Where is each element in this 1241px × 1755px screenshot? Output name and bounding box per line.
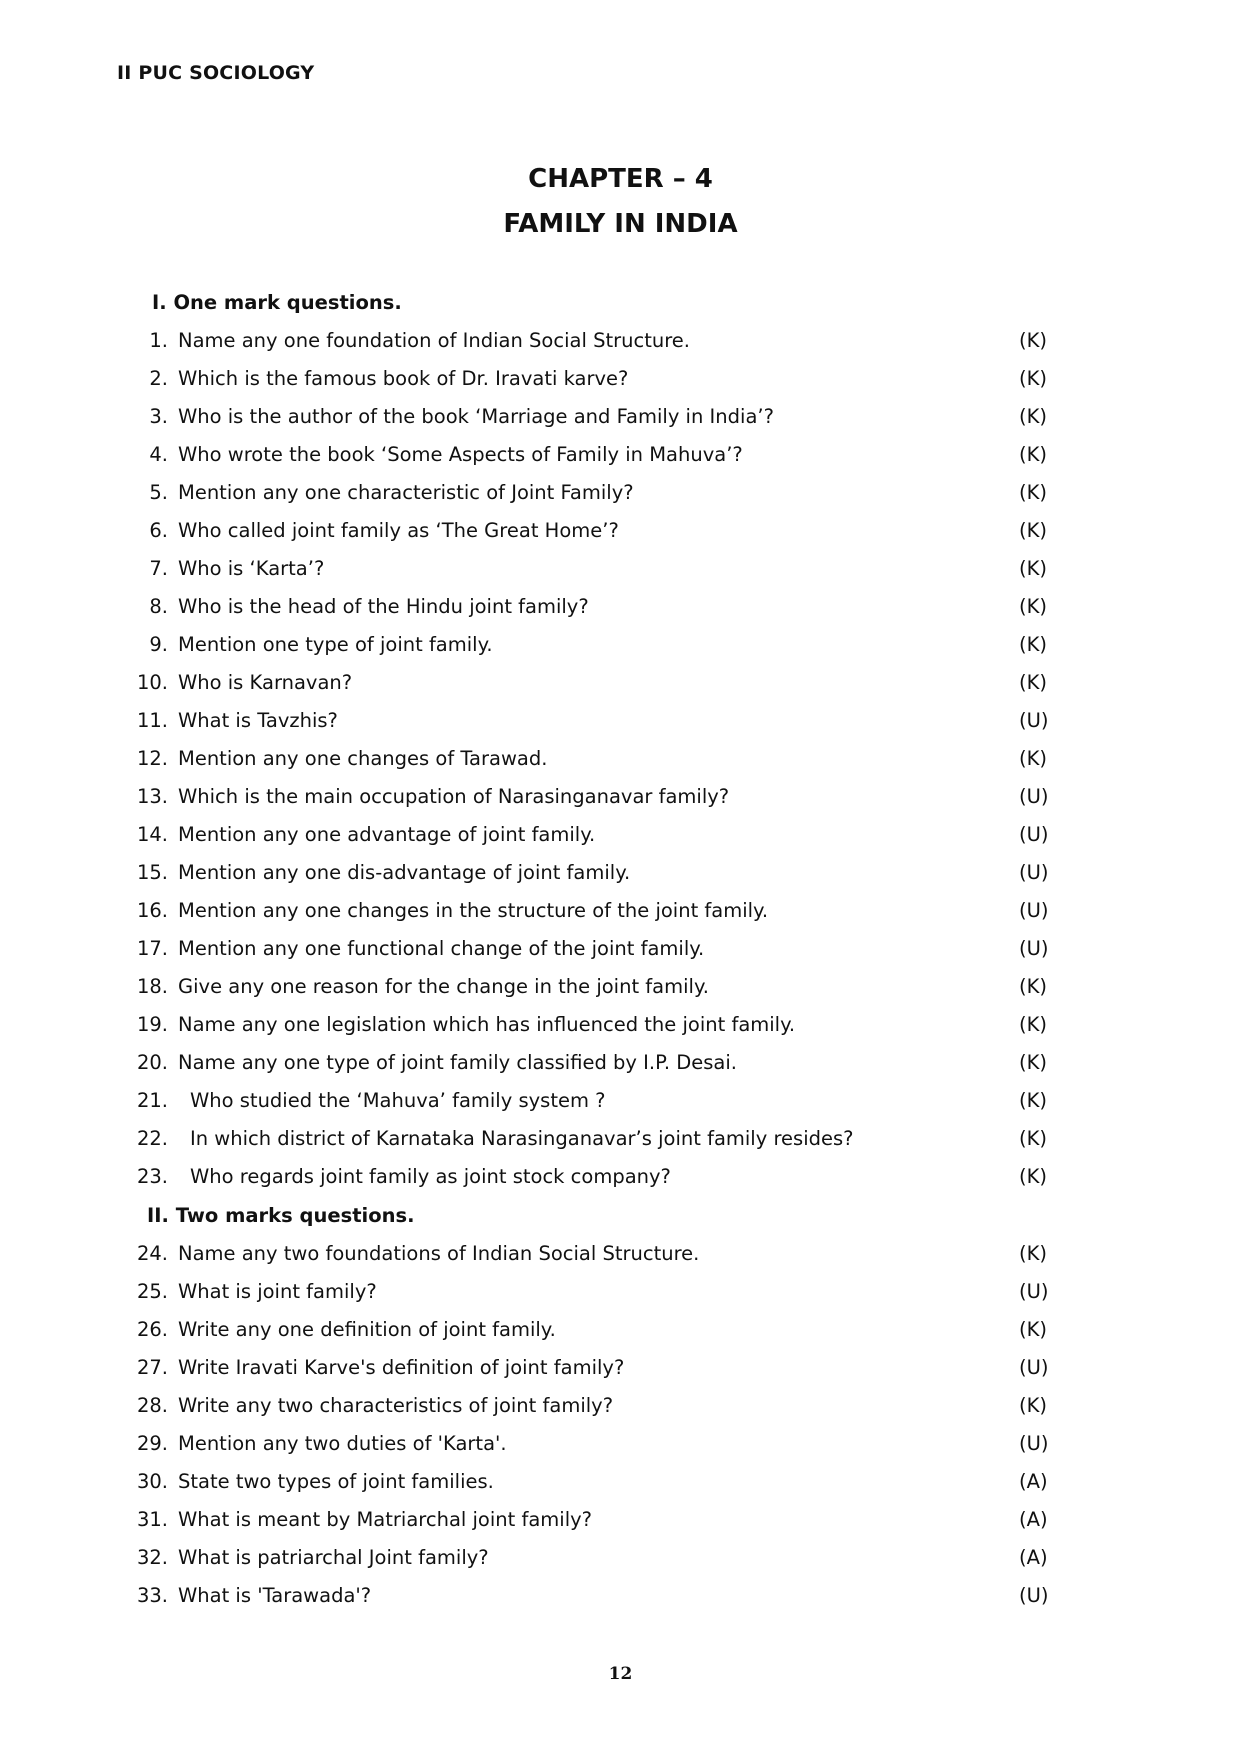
question-number: 6. [149, 519, 168, 542]
question-number: 20. [136, 1051, 168, 1074]
question-text: Who wrote the book ‘Some Aspects of Family in Mahuva’? [178, 443, 743, 466]
question-number: 2. [149, 367, 168, 390]
question-text: Mention any one changes in the structure of the joint family. [178, 899, 769, 922]
question-row [0, 671, 1241, 705]
question-tag: (K) [1019, 519, 1048, 542]
question-row [0, 823, 1241, 857]
question-text: Who is Karnavan? [178, 671, 353, 694]
question-row [0, 1242, 1241, 1276]
question-row [0, 1394, 1241, 1428]
chapter-number: CHAPTER – 4 [528, 164, 713, 194]
question-row [0, 1127, 1241, 1161]
question-number: 8. [149, 595, 168, 618]
question-tag: (U) [1019, 861, 1049, 884]
question-tag: (K) [1019, 481, 1048, 504]
question-number: 13. [136, 785, 168, 808]
question-tag: (U) [1019, 709, 1049, 732]
question-tag: (K) [1019, 1165, 1048, 1188]
question-number: 5. [149, 481, 168, 504]
question-tag: (K) [1019, 1089, 1048, 1112]
question-number: 30. [136, 1470, 168, 1493]
question-tag: (K) [1019, 747, 1048, 770]
question-tag: (K) [1019, 1394, 1048, 1417]
question-number: 19. [136, 1013, 168, 1036]
question-number: 1. [149, 329, 168, 352]
chapter-title: FAMILY IN INDIA [503, 209, 738, 239]
question-number: 27. [136, 1356, 168, 1379]
question-tag: (K) [1019, 557, 1048, 580]
question-row [0, 1280, 1241, 1314]
question-row [0, 519, 1241, 553]
question-tag: (U) [1019, 937, 1049, 960]
question-text: What is joint family? [178, 1280, 377, 1303]
question-number: 15. [136, 861, 168, 884]
question-text: Mention any one functional change of the joint family. [178, 937, 705, 960]
question-tag: (K) [1019, 633, 1048, 656]
question-tag: (U) [1019, 823, 1049, 846]
question-row [0, 329, 1241, 363]
question-row [0, 405, 1241, 439]
question-number: 11. [136, 709, 168, 732]
question-tag: (U) [1019, 1356, 1049, 1379]
question-row [0, 1546, 1241, 1580]
question-row [0, 595, 1241, 629]
question-row [0, 367, 1241, 401]
question-tag: (K) [1019, 595, 1048, 618]
question-row [0, 1318, 1241, 1352]
question-number: 4. [149, 443, 168, 466]
question-row [0, 481, 1241, 515]
question-row [0, 1013, 1241, 1047]
question-row [0, 443, 1241, 477]
section-heading-two-marks: II. Two marks questions. [147, 1204, 415, 1227]
question-number: 12. [136, 747, 168, 770]
question-number: 22. [136, 1127, 168, 1150]
question-number: 18. [136, 975, 168, 998]
question-number: 31. [136, 1508, 168, 1531]
question-text: Write any two characteristics of joint family? [178, 1394, 614, 1417]
question-tag: (K) [1019, 367, 1048, 390]
question-text: Mention any one characteristic of Joint Family? [178, 481, 634, 504]
question-text: Write any one definition of joint family. [178, 1318, 556, 1341]
question-row [0, 1051, 1241, 1085]
question-number: 21. [136, 1089, 168, 1112]
running-header: II PUC SOCIOLOGY [117, 62, 315, 84]
question-number: 17. [136, 937, 168, 960]
question-number: 3. [149, 405, 168, 428]
question-tag: (A) [1019, 1508, 1048, 1531]
question-tag: (K) [1019, 975, 1048, 998]
question-tag: (K) [1019, 1318, 1048, 1341]
page-number: 12 [608, 1664, 633, 1684]
question-text: Which is the main occupation of Narasinganavar family? [178, 785, 730, 808]
question-text: In which district of Karnataka Narasinganavar’s joint family resides? [190, 1127, 854, 1150]
question-tag: (A) [1019, 1546, 1048, 1569]
question-text: What is Tavzhis? [178, 709, 338, 732]
question-number: 7. [149, 557, 168, 580]
question-text: State two types of joint families. [178, 1470, 494, 1493]
question-number: 25. [136, 1280, 168, 1303]
question-row [0, 1165, 1241, 1199]
question-number: 32. [136, 1546, 168, 1569]
question-text: Who is the author of the book ‘Marriage and Family in India’? [178, 405, 774, 428]
question-row [0, 899, 1241, 933]
question-row [0, 1089, 1241, 1123]
question-row [0, 1356, 1241, 1390]
question-tag: (K) [1019, 443, 1048, 466]
question-number: 23. [136, 1165, 168, 1188]
question-row [0, 557, 1241, 591]
question-number: 9. [149, 633, 168, 656]
question-tag: (U) [1019, 1584, 1049, 1607]
question-text: Which is the famous book of Dr. Iravati karve? [178, 367, 629, 390]
question-row [0, 785, 1241, 819]
question-row [0, 1432, 1241, 1466]
question-text: Who is ‘Karta’? [178, 557, 325, 580]
question-number: 24. [136, 1242, 168, 1265]
question-tag: (U) [1019, 899, 1049, 922]
question-text: Mention any two duties of 'Karta'. [178, 1432, 507, 1455]
question-row [0, 709, 1241, 743]
question-text: What is patriarchal Joint family? [178, 1546, 489, 1569]
question-text: Give any one reason for the change in the joint family. [178, 975, 709, 998]
question-text: Who is the head of the Hindu joint family? [178, 595, 589, 618]
question-row [0, 1470, 1241, 1504]
question-number: 29. [136, 1432, 168, 1455]
question-number: 10. [136, 671, 168, 694]
question-number: 28. [136, 1394, 168, 1417]
question-tag: (U) [1019, 1280, 1049, 1303]
question-row [0, 1508, 1241, 1542]
section-heading-one-mark: I. One mark questions. [152, 291, 402, 314]
question-text: Who regards joint family as joint stock company? [190, 1165, 671, 1188]
question-tag: (U) [1019, 1432, 1049, 1455]
question-text: What is meant by Matriarchal joint family? [178, 1508, 593, 1531]
question-tag: (A) [1019, 1470, 1048, 1493]
question-text: Who called joint family as ‘The Great Home’? [178, 519, 619, 542]
question-text: Name any one foundation of Indian Social Structure. [178, 329, 690, 352]
question-row [0, 861, 1241, 895]
question-row [0, 937, 1241, 971]
question-row [0, 975, 1241, 1009]
question-text: Mention any one advantage of joint family. [178, 823, 596, 846]
question-text: Mention any one changes of Tarawad. [178, 747, 548, 770]
question-text: Name any one type of joint family classified by I.P. Desai. [178, 1051, 737, 1074]
question-number: 16. [136, 899, 168, 922]
question-tag: (K) [1019, 405, 1048, 428]
question-text: Name any two foundations of Indian Social Structure. [178, 1242, 700, 1265]
question-row [0, 747, 1241, 781]
question-tag: (K) [1019, 671, 1048, 694]
question-text: Name any one legislation which has influenced the joint family. [178, 1013, 796, 1036]
question-text: Write Iravati Karve's definition of joint family? [178, 1356, 625, 1379]
question-tag: (K) [1019, 1013, 1048, 1036]
question-text: Mention any one dis-advantage of joint family. [178, 861, 631, 884]
question-number: 26. [136, 1318, 168, 1341]
question-text: What is 'Tarawada'? [178, 1584, 372, 1607]
question-number: 33. [136, 1584, 168, 1607]
question-text: Mention one type of joint family. [178, 633, 493, 656]
question-row [0, 633, 1241, 667]
question-tag: (K) [1019, 1051, 1048, 1074]
question-number: 14. [136, 823, 168, 846]
question-row [0, 1584, 1241, 1618]
question-tag: (K) [1019, 329, 1048, 352]
question-text: Who studied the ‘Mahuva’ family system ? [190, 1089, 606, 1112]
question-tag: (K) [1019, 1127, 1048, 1150]
question-tag: (U) [1019, 785, 1049, 808]
question-tag: (K) [1019, 1242, 1048, 1265]
